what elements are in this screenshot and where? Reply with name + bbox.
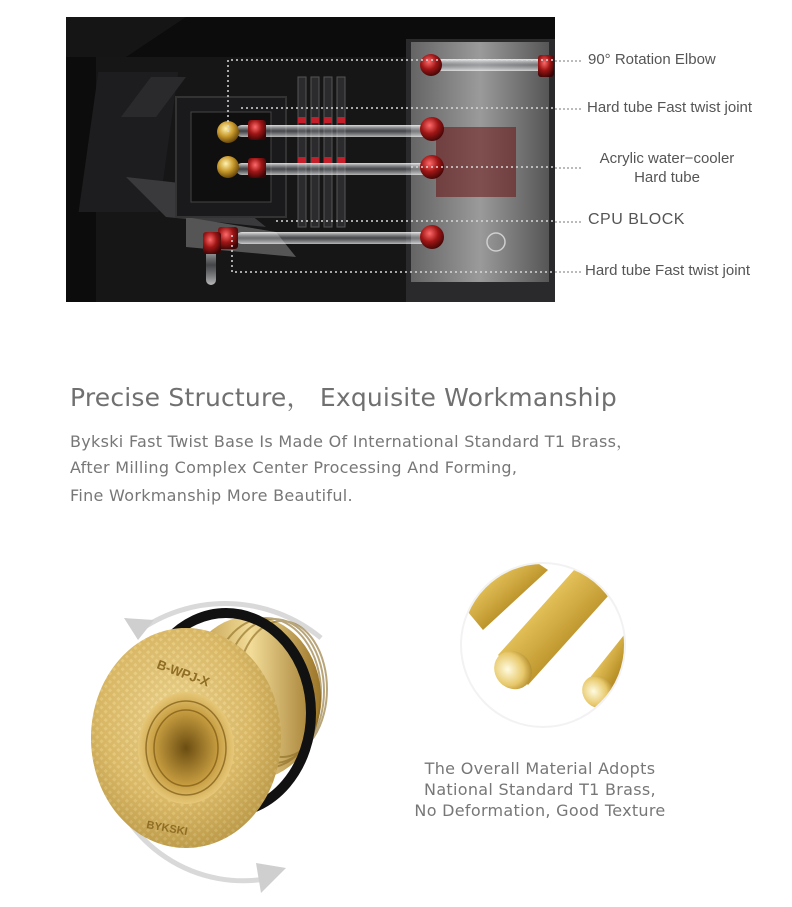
connector-line xyxy=(555,60,581,62)
callout-cpu-block: CPU BLOCK xyxy=(588,211,685,228)
description-line-2: After Milling Complex Center Processing And Forming, xyxy=(70,458,518,477)
rotation-fitting-illustration xyxy=(76,578,346,898)
section-title: Precise Structure， Exquisite Workmanship xyxy=(70,383,617,412)
callout-acrylic-line1: Acrylic water−cooler xyxy=(599,150,735,167)
connector-line xyxy=(555,167,581,169)
callout-acrylic-line2: Hard tube xyxy=(634,169,700,186)
callout-fast-twist-joint-bottom: Hard tube Fast twist joint xyxy=(585,262,751,279)
description-line-3: Fine Workmanship More Beautiful. xyxy=(70,486,353,505)
description-line-1: Bykski Fast Twist Base Is Made Of International Standard T1 Brass， xyxy=(70,432,633,451)
material-description xyxy=(390,758,690,821)
callout-rotation-elbow: 90° Rotation Elbow xyxy=(588,51,716,68)
connector-line xyxy=(555,271,581,273)
engraving-model: B-WPJ-X xyxy=(154,656,212,690)
brass-rods-illustration xyxy=(458,560,628,730)
material-line-3: No Deformation, Good Texture xyxy=(414,801,666,820)
brass-rods-image xyxy=(458,560,628,730)
engraving-brand: BYKSKI xyxy=(145,819,189,839)
connector-line xyxy=(555,108,581,110)
callout-acrylic-hard-tube xyxy=(586,149,748,187)
brass-fitting-image xyxy=(76,578,346,898)
connector-line xyxy=(555,221,581,223)
callout-fast-twist-joint-top: Hard tube Fast twist joint xyxy=(587,99,753,116)
material-line-2: National Standard T1 Brass, xyxy=(424,780,656,799)
pc-interior-illustration xyxy=(66,17,555,302)
material-line-1: The Overall Material Adopts xyxy=(424,759,656,778)
water-cooling-photo xyxy=(66,17,555,302)
